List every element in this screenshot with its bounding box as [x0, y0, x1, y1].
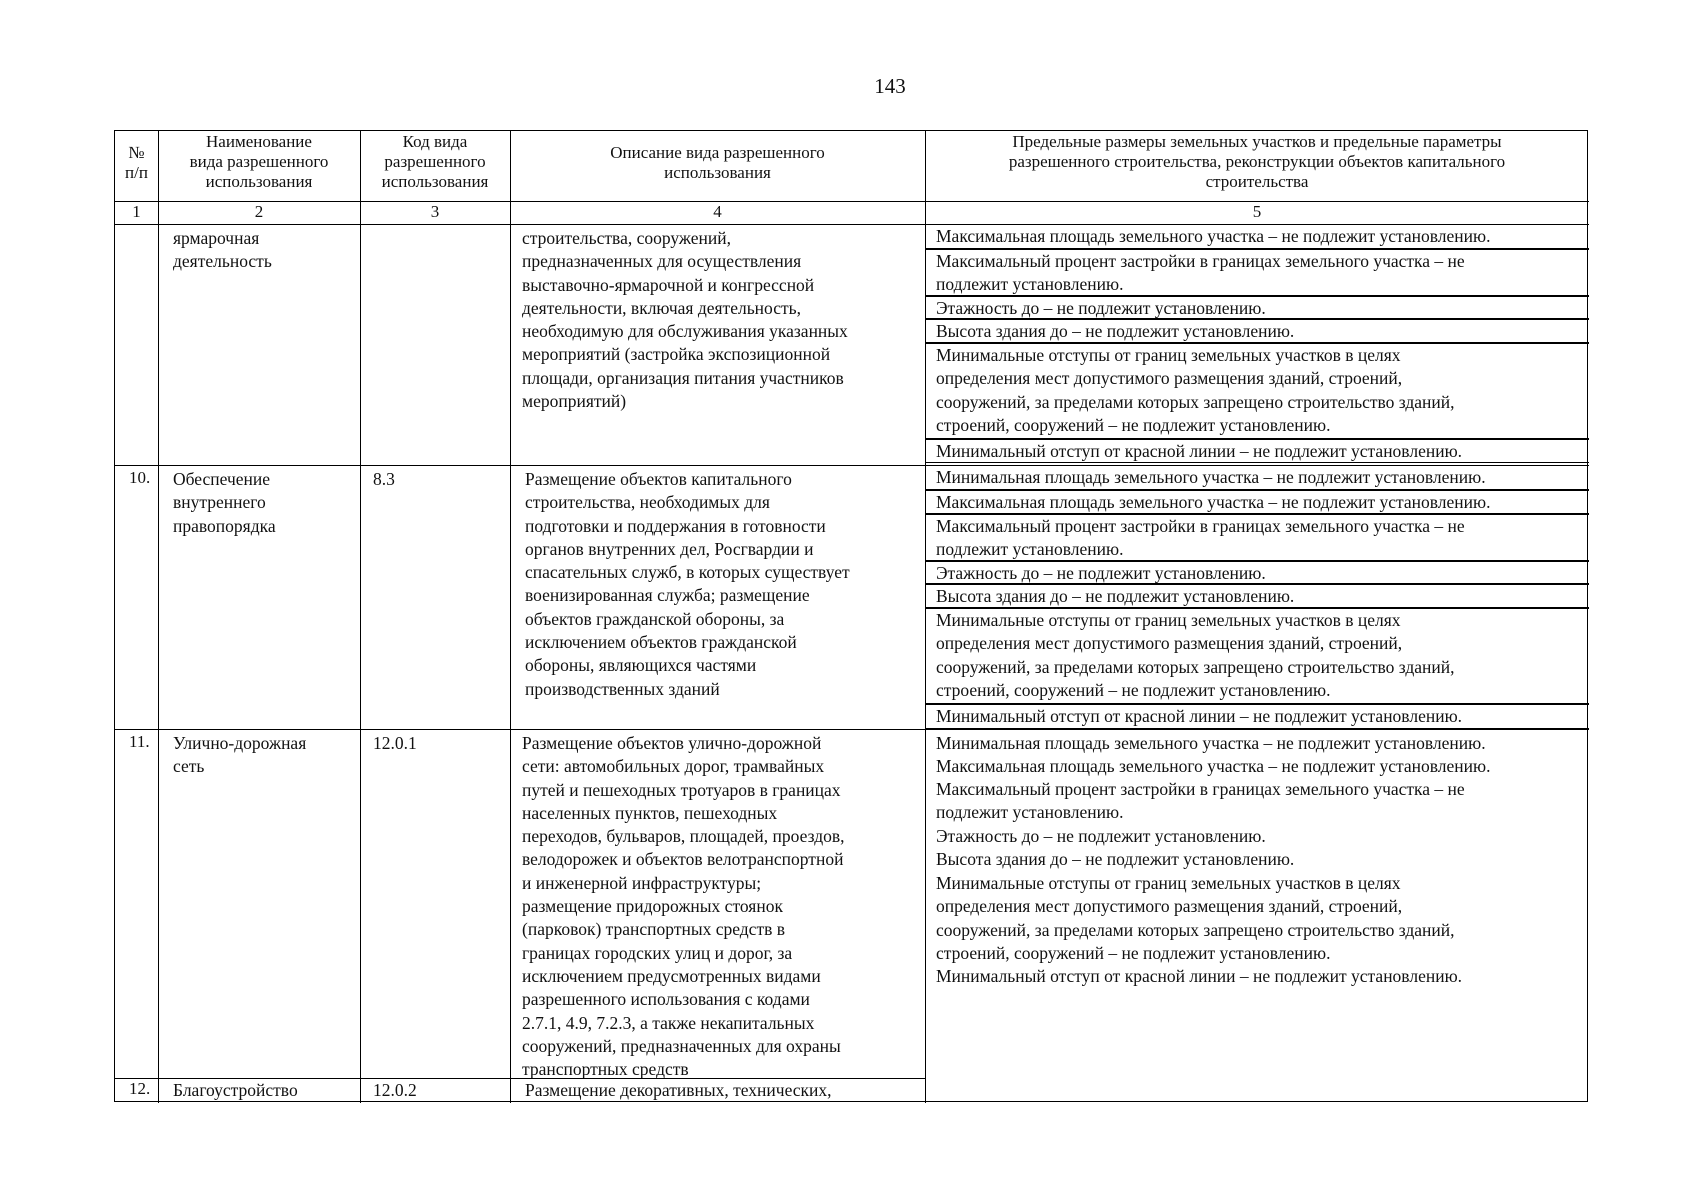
row-code: 8.3: [373, 469, 395, 489]
column-number: 4: [713, 202, 722, 221]
limit-item: Высота здания до – не подлежит установлению.: [925, 319, 1589, 343]
land-use-table: [114, 130, 1588, 1102]
limit-item: Минимальная площадь земельного участка – не подлежит установлению.: [925, 466, 1589, 490]
row-name: Обеспечение внутреннего правопорядка: [173, 469, 276, 536]
limit-item: Минимальная площадь земельного участка – не подлежит установлению.: [936, 733, 1486, 753]
limit-item: Минимальные отступы от границ земельных участков в целях определения мест допустимого размещения зданий, строений, сооружений, за пределами которых запрещено строительство зданий, строений, сооружений – не подлежит установлению.: [925, 343, 1589, 439]
header-name: Наименование вида разрешенного использования: [189, 132, 329, 191]
limit-item: Минимальный отступ от красной линии – не подлежит установлению.: [925, 704, 1589, 729]
limit-item: Этажность до – не подлежит установлению.: [925, 561, 1589, 584]
column-divider: [510, 131, 511, 1103]
row-name: Улично-дорожная сеть: [173, 733, 307, 777]
limit-item: Максимальная площадь земельного участка – не подлежит установлению.: [925, 490, 1589, 514]
limit-item: Минимальный отступ от красной линии – не подлежит установлению.: [925, 439, 1589, 463]
row-name: Благоустройство: [173, 1080, 298, 1100]
column-divider: [158, 131, 159, 1103]
row-code: 12.0.2: [373, 1080, 417, 1100]
row-code: 12.0.1: [373, 733, 417, 753]
column-number: 5: [1252, 202, 1262, 221]
limit-item: Высота здания до – не подлежит установлению.: [925, 584, 1589, 608]
limit-item: Минимальный отступ от красной линии – не подлежит установлению.: [936, 966, 1463, 986]
limit-item: Максимальная площадь земельного участка – не подлежит установлению.: [925, 225, 1589, 249]
limit-item: Минимальные отступы от границ земельных участков в целях определения мест допустимого размещения зданий, строений, сооружений, за пределами которых запрещено строительство зданий, строений, сооружений – не подлежит установлению.: [925, 608, 1589, 704]
row-number: 11.: [129, 732, 150, 751]
column-divider: [360, 131, 361, 1103]
row-description: Размещение декоративных, технических,: [525, 1080, 832, 1100]
page-number: 143: [874, 74, 906, 98]
header-limits: Предельные размеры земельных участков и предельные параметры разрешенного строительства, реконструкции объектов капитального строительства: [1008, 132, 1506, 191]
limit-item: Минимальные отступы от границ земельных участков в целях определения мест допустимого размещения зданий, строений, сооружений, за пределами которых запрещено строительство зданий, строений, сооружений – не подлежит установлению.: [936, 873, 1455, 963]
row-divider: [115, 729, 1589, 730]
row-number: 10.: [129, 468, 151, 487]
limit-item: Максимальная площадь земельного участка – не подлежит установлению.: [936, 756, 1491, 776]
header-description: Описание вида разрешенного использования: [610, 143, 825, 182]
limit-item: Этажность до – не подлежит установлению.: [925, 296, 1589, 319]
limit-item: Максимальный процент застройки в границах земельного участка – не подлежит установлению.: [925, 249, 1589, 296]
row-description: Размещение объектов капитального строительства, необходимых для подготовки и поддержания в готовности органов внутренних дел, Росгвардии и спасательных служб, в которых существует военизированная служба; размещение объектов гражданской обороны, за исключением объектов гражданской обороны, являющихся частями производственных зданий: [525, 469, 850, 699]
header-number: № п/п: [125, 143, 148, 182]
row-description: Размещение объектов улично-дорожной сети: автомобильных дорог, трамвайных путей и пешеходных тротуаров в границах населенных пунктов, пешеходных переходов, бульваров, площадей, проездов, велодорожек и объектов велотранспортной и инженерной инфраструктуры; размещение придорожных стоянок (парковок) транспортных средств в границах городских улиц и дорог, за исключением предусмотренных видами разрешенного использования с кодами 2.7.1, 4.9, 7.2.3, а также некапитальных сооружений, предназначенных для охраны транспортных средств: [522, 733, 845, 1080]
row-name: ярмарочная деятельность: [173, 228, 272, 272]
column-number: 1: [132, 202, 141, 221]
row-description: строительства, сооружений, предназначенных для осуществления выставочно-ярмарочной и конгрессной деятельности, включая деятельность, необходимую для обслуживания указанных мероприятий (застройка экспозиционной площади, организация питания участников мероприятий): [522, 228, 848, 412]
limit-item: Этажность до – не подлежит установлению.: [936, 826, 1266, 846]
column-number: 3: [430, 202, 440, 221]
limit-item: Максимальный процент застройки в границах земельного участка – не подлежит установлению.: [925, 514, 1589, 561]
row-number: 12.: [129, 1079, 151, 1098]
limit-item: Высота здания до – не подлежит установлению.: [936, 849, 1295, 869]
header-code: Код вида разрешенного использования: [381, 132, 489, 191]
column-number: 2: [254, 202, 264, 221]
limit-item: Максимальный процент застройки в границах земельного участка – не подлежит установлению.: [936, 779, 1465, 823]
